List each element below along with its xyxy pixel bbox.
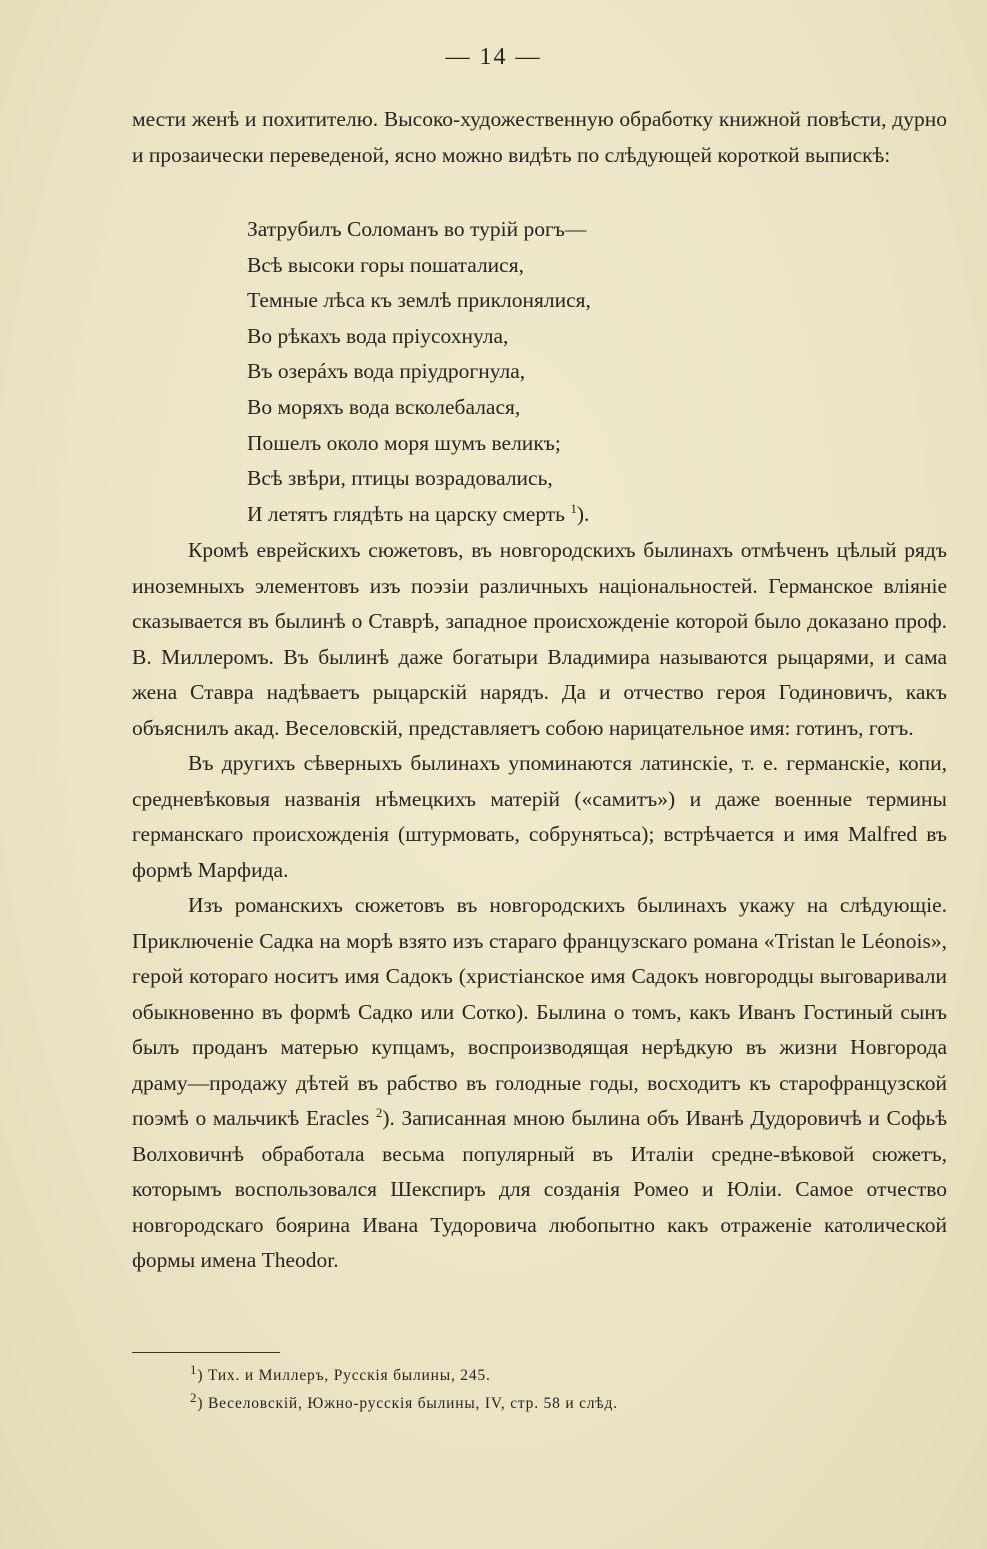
footnotes	[190, 1362, 618, 1418]
paragraph-3-tail: ). Записанная мною былина объ Иванѣ Дудоровичѣ и Софьѣ Волховичнѣ обработала весьма популярный въ Италіи средне-вѣковой сюжетъ, которымъ воспользовался Шекспиръ для созданія Ромео и Юліи. Самое отчество новгородскаго боярина Ивана Тудоровича любопытно какъ отраженіе католической формы имена Theodor.	[132, 1106, 948, 1272]
poem-line: Затрубилъ Соломанъ во турій рогъ—	[247, 217, 587, 241]
poem-line: Пошелъ около моря шумъ великъ;	[247, 430, 561, 455]
poem-last-line	[247, 497, 591, 533]
poem-line: Всѣ высоки горы пошаталися,	[247, 252, 524, 277]
poem-line: Темные лѣса къ землѣ приклонялися,	[247, 288, 591, 313]
footnote-text: ) Тих. и Миллеръ, Русскія былины, 245.	[197, 1367, 491, 1384]
poem-line: Во рѣкахъ вода пріусохнула,	[247, 323, 509, 348]
poem-line: Во моряхъ вода всколебалася,	[247, 394, 521, 419]
footnote-divider	[132, 1352, 280, 1353]
intro-text: мести женѣ и похитителю. Высоко-художественную обработку книжной повѣсти, дурно и прозаически переведеной, ясно можно видѣть по слѣдующей короткой выпискѣ:	[132, 107, 947, 167]
page-number: — 14 —	[445, 44, 542, 70]
paragraph-3	[132, 888, 947, 1279]
paragraph-1: Кромѣ еврейскихъ сюжетовъ, въ новгородскихъ былинахъ отмѣченъ цѣлый рядъ иноземныхъ элементовъ изъ поэзіи различныхъ національностей. Германское вліяніе сказывается въ былинѣ о Ставрѣ, западное происхожденіе которой было доказано проф. В. Миллеромъ. Въ былинѣ даже богатыри Владимира называются рыцарями, и сама жена Ставра надѣваетъ рыцарскій нарядъ. Да и отчество героя Годиновичъ, какъ объяснилъ акад. Веселовскій, представляетъ собою нарицательное имя: готинъ, готъ.	[132, 538, 947, 740]
main-text	[132, 533, 947, 1279]
paragraph-3-text: Изъ романскихъ сюжетовъ въ новгородскихъ былинахъ укажу на слѣдующіе. Приключеніе Садка на морѣ взято изъ стараго французскаго романа «Tristan le Léonois», герой котораго носитъ имя Садокъ (христіанское имя Садокъ новгородцы выговаривали обыкновенно въ формѣ Садко или Сотко). Былина о томъ, какъ Иванъ Гостиный сынъ былъ проданъ матерью купцамъ, воспроизводящая нерѣдкую въ жизни Новгорода драму—продажу дѣтей въ рабство въ голодные годы, восходитъ къ старофранцузской поэмѣ о мальчикѣ Eracles	[132, 893, 947, 1130]
poem-line: Въ озерáхъ вода пріудрогнула,	[247, 359, 526, 384]
footnote-ref-1[interactable]: 1	[570, 500, 577, 516]
footnote-1	[190, 1362, 618, 1390]
footnote-mark: 2	[190, 1389, 198, 1405]
footnote-2	[190, 1390, 618, 1418]
poem-line-text: И летятъ глядѣть на царску смерть	[247, 501, 565, 526]
footnote-ref-2[interactable]: 2	[375, 1104, 383, 1120]
footnote-mark: 1	[190, 1361, 198, 1377]
intro-paragraph	[132, 102, 947, 173]
footnote-text: ) Веселовскій, Южно-русскія былины, IV, стр. 58 и слѣд.	[197, 1395, 618, 1412]
poem-line: Всѣ звѣри, птицы возрадовались,	[247, 466, 553, 491]
poem-quote	[247, 212, 591, 532]
paragraph-2: Въ другихъ сѣверныхъ былинахъ упоминаются латинскіе, т. е. германскіе, копи, средневѣковыя названія нѣмецкихъ матерій («самитъ») и даже военные термины германскаго происхожденія (штурмовать, собрунятьса); встрѣчается и имя Malfred въ формѣ Марфида.	[132, 751, 947, 882]
poem-line-tail: ).	[576, 501, 590, 526]
